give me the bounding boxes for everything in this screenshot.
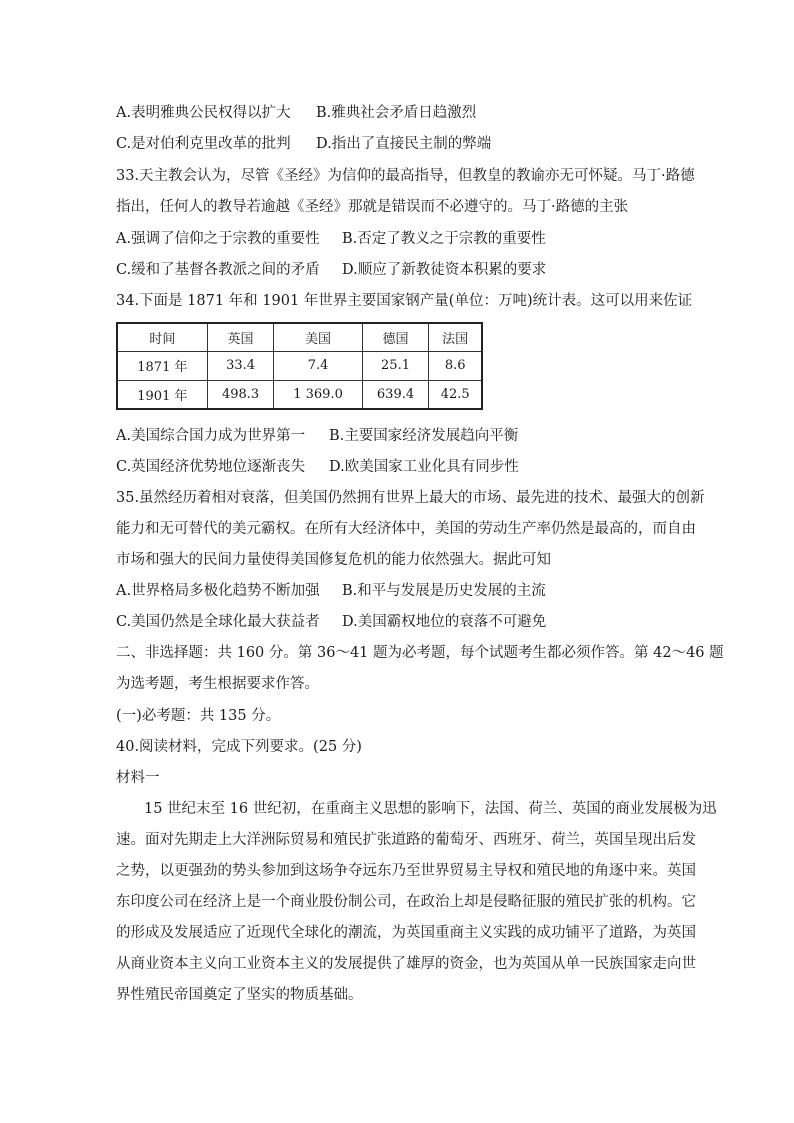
q35-stem-line-3: 市场和强大的民间力量使得美国修复危机的能力依然强大。据此可知 bbox=[116, 552, 551, 568]
steel-output-table bbox=[116, 322, 483, 410]
table-row bbox=[117, 380, 482, 409]
table-header-row bbox=[117, 323, 482, 352]
table-header-cell: 德国 bbox=[362, 323, 429, 352]
q32-option-a[interactable]: A.表明雅典公民权得以扩大 bbox=[116, 105, 291, 121]
q32-option-b[interactable]: B.雅典社会矛盾日趋激烈 bbox=[316, 105, 477, 121]
paragraph-line: 的形成及发展适应了近现代全球化的潮流，为英国重商主义实践的成功铺平了道路，为英国 bbox=[116, 925, 696, 941]
paragraph-line: 东印度公司在经济上是一个商业股份制公司，在政治上却是侵略征服的殖民扩张的机构。它 bbox=[116, 894, 696, 910]
q33-stem-line-1: 33.天主教会认为，尽管《圣经》为信仰的最高指导，但教皇的教谕亦无可怀疑。马丁·路德 bbox=[116, 168, 695, 184]
table-cell: 42.5 bbox=[429, 380, 482, 409]
section2-heading-line-1: 二、非选择题：共 160 分。第 36～41 题为必考题，每个试题考生都必须作答。第 42～46 题 bbox=[116, 645, 724, 661]
q34-option-a[interactable]: A.美国综合国力成为世界第一 bbox=[116, 428, 306, 444]
q32-option-d[interactable]: D.指出了直接民主制的弊端 bbox=[316, 136, 492, 152]
q35-stem-line-2: 能力和无可替代的美元霸权。在所有大经济体中，美国的劳动生产率仍然是最高的，而自由 bbox=[116, 521, 696, 537]
table-cell: 639.4 bbox=[362, 380, 429, 409]
q33-option-a[interactable]: A.强调了信仰之于宗教的重要性 bbox=[116, 231, 320, 247]
table-cell: 7.4 bbox=[274, 352, 362, 380]
q35-stem-line-1: 35.虽然经历着相对衰落，但美国仍然拥有世界上最大的市场、最先进的技术、最强大的创新 bbox=[116, 490, 705, 506]
table-cell: 25.1 bbox=[362, 352, 429, 380]
q32-option-c[interactable]: C.是对伯利克里改革的批判 bbox=[116, 136, 291, 152]
q35-option-b[interactable]: B.和平与发展是历史发展的主流 bbox=[342, 583, 546, 599]
q34-stem: 34.下面是 1871 年和 1901 年世界主要国家钢产量(单位：万吨)统计表。这可以用来佐证 bbox=[116, 293, 693, 309]
q34-option-c[interactable]: C.英国经济优势地位逐渐丧失 bbox=[116, 459, 306, 475]
paragraph-line: 之势，以更强劲的势头参加到这场争夺远东乃至世界贸易主导权和殖民地的角逐中来。英国 bbox=[116, 863, 696, 879]
table-header-cell: 法国 bbox=[429, 323, 482, 352]
table-cell: 498.3 bbox=[207, 380, 274, 409]
table-cell: 33.4 bbox=[207, 352, 274, 380]
table-header-cell: 美国 bbox=[274, 323, 362, 352]
q35-option-d[interactable]: D.美国霸权地位的衰落不可避免 bbox=[342, 614, 547, 630]
table-cell: 1 369.0 bbox=[274, 380, 362, 409]
paragraph-line: 从商业资本主义向工业资本主义的发展提供了雄厚的资金，也为英国从单一民族国家走向世 bbox=[116, 956, 696, 972]
required-questions-heading: (一)必考题：共 135 分。 bbox=[116, 708, 281, 724]
table-cell: 8.6 bbox=[429, 352, 482, 380]
paragraph-line: 界性殖民帝国奠定了坚实的物质基础。 bbox=[116, 987, 363, 1003]
material-label: 材料一 bbox=[116, 770, 160, 786]
q33-stem-line-2: 指出，任何人的教导若逾越《圣经》那就是错误而不必遵守的。马丁·路德的主张 bbox=[116, 199, 629, 215]
q33-option-c[interactable]: C.缓和了基督各教派之间的矛盾 bbox=[116, 262, 320, 278]
table-header-cell: 英国 bbox=[207, 323, 274, 352]
section2-heading-line-2: 为选考题，考生根据要求作答。 bbox=[116, 676, 319, 692]
table-header-cell: 时间 bbox=[117, 323, 207, 352]
q35-option-c[interactable]: C.美国仍然是全球化最大获益者 bbox=[116, 614, 320, 630]
q34-option-b[interactable]: B.主要国家经济发展趋向平衡 bbox=[329, 428, 519, 444]
q33-option-d[interactable]: D.顺应了新教徒资本积累的要求 bbox=[342, 262, 547, 278]
table-cell: 1901 年 bbox=[117, 380, 207, 409]
q40-stem: 40.阅读材料，完成下列要求。(25 分) bbox=[116, 739, 362, 755]
paragraph-line: 15 世纪末至 16 世纪初，在重商主义思想的影响下，法国、荷兰、英国的商业发展极为迅 bbox=[144, 801, 717, 817]
q33-option-b[interactable]: B.否定了教义之于宗教的重要性 bbox=[342, 231, 546, 247]
table-row bbox=[117, 352, 482, 380]
paragraph-line: 速。面对先期走上大洋洲际贸易和殖民扩张道路的葡萄牙、西班牙、荷兰，英国呈现出后发 bbox=[116, 832, 696, 848]
q34-option-d[interactable]: D.欧美国家工业化具有同步性 bbox=[329, 459, 519, 475]
q35-option-a[interactable]: A.世界格局多极化趋势不断加强 bbox=[116, 583, 320, 599]
table-cell: 1871 年 bbox=[117, 352, 207, 380]
